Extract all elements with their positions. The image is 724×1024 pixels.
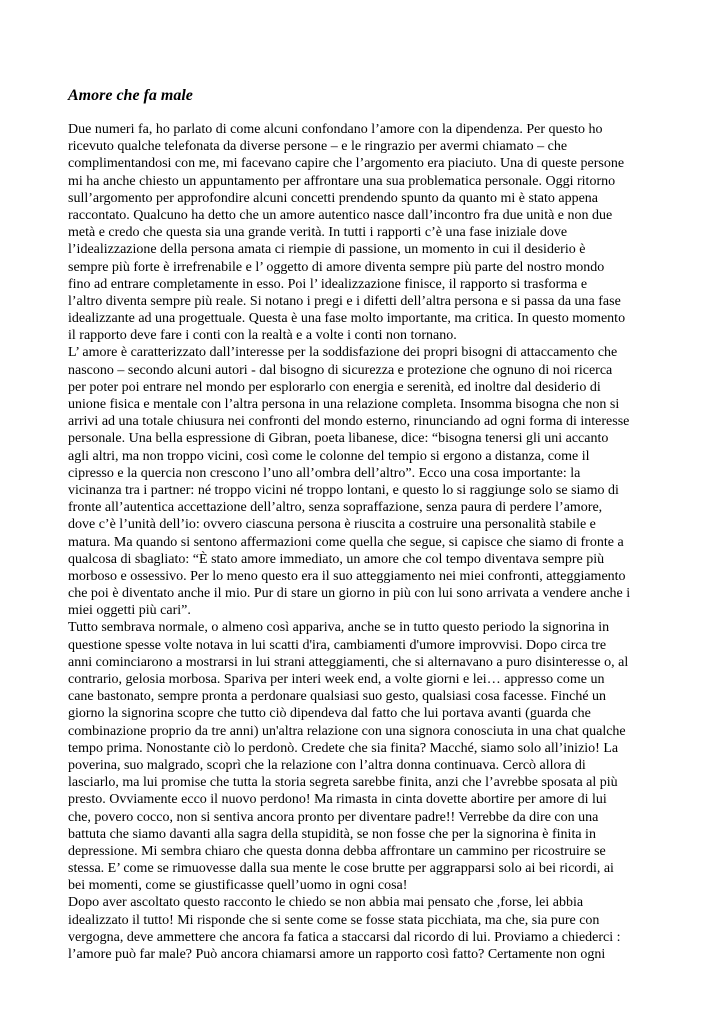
text-line: matura. Ma quando si sentono affermazioni come quella che segue, si capisce che siamo di fronte a xyxy=(68,534,624,550)
text-line: idealizzato il tutto! Mi risponde che si sente come se fosse stata picchiata, ma che, sia pure con xyxy=(68,912,600,928)
document-title: Amore che fa male xyxy=(68,87,193,104)
text-line: fronte all’autentica accettazione dell’altro, senza sopraffazione, senza paura di perdere l’amore, xyxy=(68,500,603,516)
text-line: stessa. E’ come se rimuovesse dalla sua mente le cose brutte per aggrapparsi solo ai bei ricordi, ai xyxy=(68,861,614,877)
text-line: anni cominciarono a mostrarsi in lui strani atteggiamenti, che si alternavano a puro disinteresse o, al xyxy=(68,654,629,670)
text-line: vergogna, deve ammettere che ancora fa fatica a staccarsi dal ricordo di lui. Proviamo a chiederci : xyxy=(68,929,621,945)
text-line: raccontato. Qualcuno ha detto che un amore autentico nasce dall’incontro fra due unità e non due xyxy=(68,207,613,223)
text-line: questione spesse volte notava in lui scatti d'ira, cambiamenti d'umore improvvisi. Dopo circa tre xyxy=(68,637,607,653)
text-line: idealizzante ad una progettuale. Questa è una fase molto importante, ma critica. In questo momento xyxy=(68,311,626,327)
text-line: battuta che siamo davanti alla sagra della stupidità, se non fosse che per la signorina è finita in xyxy=(68,826,596,842)
text-line: il rapporto deve fare i conti con la realtà e a volte i conti non tornano. xyxy=(68,328,457,344)
text-line: personale. Una bella espressione di Gibran, poeta libanese, dice: “bisogna tenersi gli uni accanto xyxy=(68,431,609,447)
text-line: dove c’è l’unità dell’io: ovvero ciascuna persona è riuscita a costruire una personalità stabile e xyxy=(68,517,596,533)
text-line: miei oggetti più cari”. xyxy=(68,603,191,619)
text-line: lasciarlo, ma lui promise che tutta la storia segreta sarebbe finita, anzi che l’avrebbe sposata al più xyxy=(68,775,618,791)
text-line: fino ad entrare completamente in esso. Poi l’ idealizzazione finisce, il rapporto si trasforma e xyxy=(68,276,588,292)
text-line: vicinanza tra i partner: né troppo vicini né troppo lontani, e questo lo si raggiunge solo se siamo di xyxy=(68,482,619,498)
text-line: tempo prima. Nonostante ciò lo perdonò. Credete che sia finita? Macché, siamo solo all’inizio! La xyxy=(68,740,619,756)
text-line: cane bastonato, sempre pronta a perdonare qualsiasi suo gesto, qualsiasi cosa facesse. Finché un xyxy=(68,689,607,705)
text-line: Due numeri fa, ho parlato di come alcuni confondano l’amore con la dipendenza. Per questo ho xyxy=(68,122,603,137)
text-line: unione fisica e mentale con l’altra persona in una relazione completa. Insomma bisogna che non si xyxy=(68,397,620,412)
text-line: ricevuto qualche telefonata da diverse persone – e le ringrazio per avermi chiamato – che xyxy=(68,139,568,155)
text-line: contrario, gelosia morbosa. Spariva per interi week end, a volte giorni e lei… appresso come un xyxy=(68,672,605,687)
text-line: giorno la signorina scopre che tutto ciò dipendeva dal fatto che lui portava avanti (guarda che xyxy=(68,706,591,722)
text-line: sull’argomento per approfondire alcuni concetti prendendo spunto da quanto mi è stato appena xyxy=(68,190,599,206)
text-line: L’ amore è caratterizzato dall’interesse per la soddisfazione dei propri bisogni di attaccamento che xyxy=(68,345,618,361)
text-line: che, povero cocco, non si sentiva ancora pronto per diventare padre!! Verrebbe da dire con una xyxy=(68,809,599,825)
text-line: morboso e ossessivo. Per lo meno questo era il suo atteggiamento nei miei confronti, atteggiamento xyxy=(68,568,626,584)
document-body xyxy=(68,121,668,963)
text-line: combinazione proprio da tre anni) un'altra relazione con una signora conosciuta in una chat qualche xyxy=(68,723,626,739)
text-line: mi ha anche chiesto un appuntamento per affrontare una sua problematica personale. Oggi ritorno xyxy=(68,173,616,189)
text-line: l’idealizzazione della persona amata ci riempie di passione, un momento in cui il desiderio è xyxy=(68,242,586,258)
text-line: depressione. Mi sembra chiaro che questa donna debba affrontare un cammino per ricostruire se xyxy=(68,843,606,859)
text-line: l’amore può far male? Può ancora chiamarsi amore un rapporto così fatto? Certamente non ogni xyxy=(68,947,606,962)
text-line: poverina, suo malgrado, scoprì che la relazione con l’altra donna continuava. Cercò allora di xyxy=(68,757,586,773)
text-line: complimentandosi con me, mi facevano capire che l’argomento era piaciuto. Una di queste persone xyxy=(68,156,625,172)
text-line: per poter poi entrare nel mondo per esplorarlo con energia e serenità, ed inoltre dal desiderio di xyxy=(68,379,601,395)
text-line: presto. Ovviamente ecco il nuovo perdono! Ma rimasta in cinta dovette abortire per amore di lui xyxy=(68,792,607,808)
text-line: che poi è diventato anche il mio. Pur di stare un giorno in più con lui sono arrivata a vendere anche i xyxy=(68,586,631,602)
text-line: l’altro diventa sempre più reale. Si notano i pregi e i difetti dell’altra persona e si passa da una fase xyxy=(68,293,621,309)
text-line: cipresso e la quercia non crescono l’uno all’ombra dell’altro”. Ecco una cosa importante: la xyxy=(68,465,581,481)
text-line: agli altri, ma non troppo vicini, così come le colonne del tempio si ergono a distanza, come il xyxy=(68,448,590,464)
text-line: metà e credo che questa sia una grande verità. In tutti i rapporti c’è una fase iniziale dove xyxy=(68,225,568,241)
text-line: nascono – secondo alcuni autori - dal bisogno di sicurezza e protezione che ognuno di noi ricerca xyxy=(68,362,613,378)
text-line: Tutto sembrava normale, o almeno così appariva, anche se in tutto questo periodo la signorina in xyxy=(68,620,610,636)
text-line: arrivi ad una totale chiusura nei confronti del mondo esterno, rinunciando ad ogni forma di interesse xyxy=(68,414,630,430)
text-line: Dopo aver ascoltato questo racconto le chiedo se non abbia mai pensato che ,forse, lei abbia xyxy=(68,895,584,911)
text-line: qualcosa di sbagliato: “È stato amore immediato, un amore che col tempo diventava sempre più xyxy=(68,551,605,567)
text-line: sempre più forte è irrefrenabile e l’ oggetto di amore diventa sempre più parte del nostro mondo xyxy=(68,259,605,275)
text-line: bei momenti, come se giustificasse quell’uomo in ogni cosa! xyxy=(68,878,408,894)
